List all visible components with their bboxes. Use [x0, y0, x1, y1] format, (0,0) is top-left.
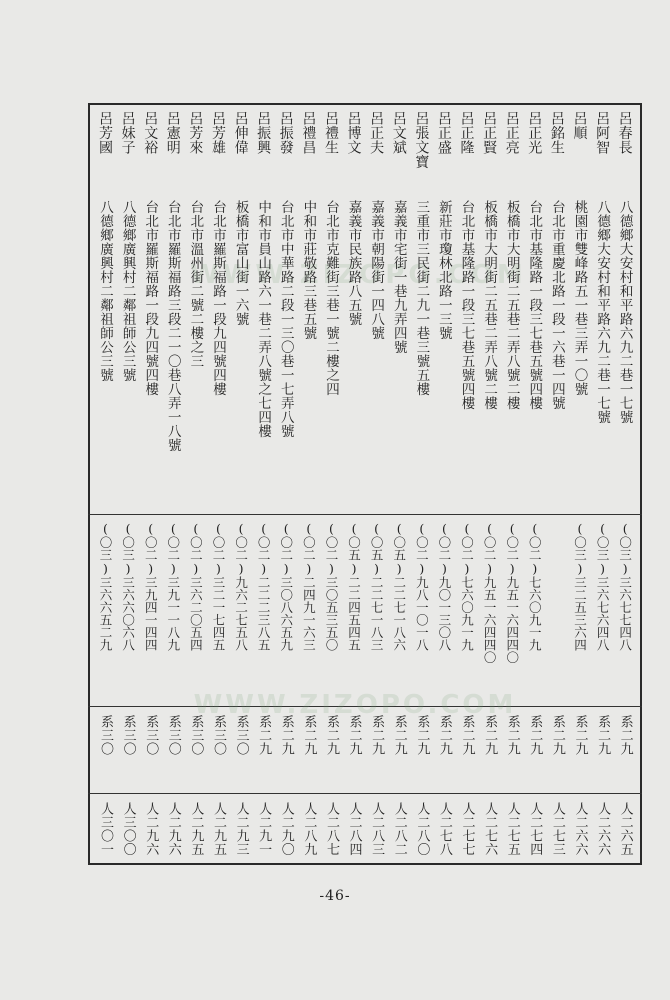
member-name: 呂正亮 — [503, 111, 520, 155]
member-phone: (〇二)三〇五三五〇 — [323, 521, 339, 651]
member-generation: 系二九 — [436, 715, 452, 756]
member-phone — [546, 521, 568, 708]
member-person-number: 人二九〇 — [278, 802, 294, 856]
member-address: 八德鄉大安村和平路六九二巷一七號 — [616, 200, 633, 424]
member-name: 呂阿智 — [594, 111, 611, 155]
member-name: 呂文斌 — [390, 111, 407, 155]
member-phone: (〇三)三六七七四八 — [617, 521, 633, 651]
member-name: 呂正賢 — [481, 111, 498, 155]
member-person-number: 人二九三 — [233, 802, 249, 856]
member-generation: 系二九 — [391, 715, 407, 756]
member-address: 八德鄉廣興村二鄰祖師公三號 — [119, 200, 136, 382]
member-person-number: 人二七七 — [459, 802, 475, 856]
member-phone: (〇二)三九一一八九 — [165, 521, 181, 651]
member-person-number: 人二六六 — [572, 802, 588, 856]
member-name: 呂春長 — [616, 111, 633, 155]
member-name: 呂張文寶 — [413, 111, 430, 169]
table-row — [275, 105, 297, 863]
member-phone: (〇五)二二七一八三 — [369, 521, 385, 651]
member-phone: (〇二)七六〇九一九 — [459, 521, 475, 651]
table-row — [501, 105, 523, 863]
member-generation: 系二九 — [572, 715, 588, 756]
member-phone: (〇二)二四九一六三 — [301, 521, 317, 651]
member-person-number: 人二七四 — [527, 802, 543, 856]
member-generation: 系二九 — [549, 715, 565, 756]
page-number: -46- — [319, 888, 351, 904]
table-row — [365, 105, 387, 863]
member-name: 呂正夫 — [368, 111, 385, 155]
member-address: 嘉義市民族路八五號 — [345, 200, 362, 326]
member-person-number: 人二八〇 — [414, 802, 430, 856]
member-address: 三重市三民街二九一巷三號五樓 — [413, 200, 430, 396]
table-row — [478, 105, 500, 863]
member-address: 台北市克難街三巷一號二樓之四 — [322, 200, 339, 396]
member-generation: 系二九 — [527, 715, 543, 756]
member-generation: 系二九 — [323, 715, 339, 756]
member-phone: (〇二)七六〇九一九 — [527, 521, 543, 651]
member-name: 呂順 — [571, 111, 588, 140]
member-phone: (〇二)三六二〇五四 — [188, 521, 204, 651]
member-address: 台北市羅斯福路三段二一〇巷八弄一八號 — [164, 200, 181, 452]
member-person-number: 人二九一 — [256, 802, 272, 856]
member-phone: (〇三)三六七六四八 — [595, 521, 611, 651]
member-generation: 系三〇 — [188, 715, 204, 756]
member-address: 板橋市富山街一六號 — [232, 200, 249, 326]
table-row — [410, 105, 432, 863]
table-row — [117, 105, 139, 863]
member-address: 台北市溫州街二號二樓之三 — [187, 200, 204, 368]
member-address: 新莊市瓊林北路一三號 — [435, 200, 452, 340]
table-row — [523, 105, 545, 863]
table-row — [320, 105, 342, 863]
member-person-number: 人二八四 — [346, 802, 362, 856]
member-person-number: 人三〇〇 — [120, 802, 136, 856]
member-name: 呂振發 — [277, 111, 294, 155]
member-name: 呂芳雄 — [209, 111, 226, 155]
member-person-number: 人二七五 — [504, 802, 520, 856]
member-address: 桃園市雙峰路五一巷三弄一〇號 — [571, 200, 588, 396]
member-person-number: 人二八三 — [369, 802, 385, 856]
watermark: WWW.ZIZOPO.COM — [193, 690, 517, 720]
member-address: 台北市羅斯福路一段九四號四樓 — [209, 200, 226, 396]
table-row — [297, 105, 319, 863]
member-address: 台北市重慶北路一段一六巷一四號 — [548, 200, 565, 410]
member-phone: (〇二)九五一六四四〇 — [482, 521, 498, 664]
member-name: 呂芳來 — [187, 111, 204, 155]
member-person-number: 人二六五 — [617, 802, 633, 856]
member-name: 呂博文 — [345, 111, 362, 155]
member-name: 呂憲明 — [164, 111, 181, 155]
member-name: 呂正盛 — [435, 111, 452, 155]
member-name: 呂文裕 — [142, 111, 159, 155]
member-person-number: 人二八七 — [323, 802, 339, 856]
member-generation: 系二九 — [414, 715, 430, 756]
table-row — [162, 105, 184, 863]
member-generation: 系二九 — [278, 715, 294, 756]
member-generation: 系三〇 — [233, 715, 249, 756]
member-name: 呂伸偉 — [232, 111, 249, 155]
member-address: 台北市羅斯福路一段九四號四樓 — [142, 200, 159, 396]
table-row — [94, 105, 116, 863]
member-address: 八德鄉大安村和平路六九二巷一七號 — [594, 200, 611, 424]
member-person-number: 人二七三 — [549, 802, 565, 856]
member-person-number: 人二九五 — [210, 802, 226, 856]
member-generation: 系二九 — [301, 715, 317, 756]
member-phone: (〇二)九〇一三〇八 — [436, 521, 452, 651]
member-generation: 系二九 — [256, 715, 272, 756]
member-person-number: 人二七八 — [436, 802, 452, 856]
member-generation: 系三〇 — [120, 715, 136, 756]
table-row — [184, 105, 206, 863]
member-generation: 系三〇 — [210, 715, 226, 756]
member-address: 台北市基隆路一段三七巷五號四樓 — [458, 200, 475, 410]
table-row — [230, 105, 252, 863]
member-phone: (〇三)三二五三六四 — [572, 521, 588, 651]
member-person-number: 人二九六 — [143, 802, 159, 856]
member-phone: (〇二)三〇八六五九 — [278, 521, 294, 651]
table-row — [388, 105, 410, 863]
member-address: 板橋市大明街二五巷二弄八號二樓 — [481, 200, 498, 410]
member-address: 中和市莊敬路三巷五號 — [300, 200, 317, 340]
member-name: 呂禮生 — [322, 111, 339, 155]
member-address: 八德鄉廣興村二鄰祖師公三號 — [97, 200, 113, 382]
member-phone: (〇二)二二二三八五 — [256, 521, 272, 651]
member-person-number: 人二六六 — [595, 802, 611, 856]
member-name: 呂正隆 — [458, 111, 475, 155]
member-phone: (〇二)三九四一四四 — [143, 521, 159, 651]
member-person-number: 人二八九 — [301, 802, 317, 856]
member-person-number: 人二八二 — [391, 802, 407, 856]
member-generation: 系三〇 — [165, 715, 181, 756]
member-phone: (〇二)九六二七五八 — [233, 521, 249, 651]
table-row — [252, 105, 274, 863]
member-address: 中和市員山路六一巷二弄八號之七四樓 — [255, 200, 272, 438]
member-name: 呂銘生 — [548, 111, 565, 155]
member-generation: 系二九 — [482, 715, 498, 756]
member-address: 台北市基隆路一段三七巷五號四樓 — [526, 200, 543, 410]
member-phone: (〇五)二二七一八六 — [391, 521, 407, 651]
watermark: WWW.ZIZOPO.COM — [190, 260, 527, 290]
table-row — [546, 105, 568, 863]
table-row — [568, 105, 590, 863]
member-name: 呂妹子 — [119, 111, 136, 155]
table-row — [591, 105, 613, 863]
member-person-number: 人二九五 — [188, 802, 204, 856]
member-name: 呂芳國 — [97, 111, 113, 155]
member-phone: (〇三)三六六五二九 — [98, 521, 113, 651]
member-address: 板橋市大明街二五巷二弄八號二樓 — [503, 200, 520, 410]
member-address: 嘉義市宅街一巷九弄四號 — [390, 200, 407, 354]
table-row — [343, 105, 365, 863]
member-generation: 系二九 — [346, 715, 362, 756]
table-row — [456, 105, 478, 863]
member-phone: (〇二)九八一〇一八 — [414, 521, 430, 651]
member-generation: 系二九 — [369, 715, 385, 756]
table-row — [433, 105, 455, 863]
table-row — [614, 105, 636, 863]
member-generation: 系二九 — [595, 715, 611, 756]
member-generation: 系三〇 — [98, 715, 113, 756]
member-table — [90, 105, 640, 863]
member-name: 呂正光 — [526, 111, 543, 155]
table-row — [207, 105, 229, 863]
member-phone: (〇五)二二四五四五 — [346, 521, 362, 651]
member-phone: (〇二)三二一七四五 — [210, 521, 226, 651]
member-generation: 系二九 — [504, 715, 520, 756]
member-phone: (〇二)九五一六四四〇 — [504, 521, 520, 664]
member-generation: 系二九 — [617, 715, 633, 756]
member-person-number: 人二九六 — [165, 802, 181, 856]
table-row — [139, 105, 161, 863]
member-name: 呂禮昌 — [300, 111, 317, 155]
member-name: 呂振興 — [255, 111, 272, 155]
member-phone: (〇三)三六六〇六八 — [120, 521, 136, 651]
member-generation: 系三〇 — [143, 715, 159, 756]
member-person-number: 人三〇一 — [98, 802, 113, 856]
member-generation: 系二九 — [459, 715, 475, 756]
member-address: 台北市中華路二段一三〇巷一七弄八號 — [277, 200, 294, 438]
member-address: 嘉義市朝陽街一四八號 — [368, 200, 385, 340]
member-person-number: 人二七六 — [482, 802, 498, 856]
